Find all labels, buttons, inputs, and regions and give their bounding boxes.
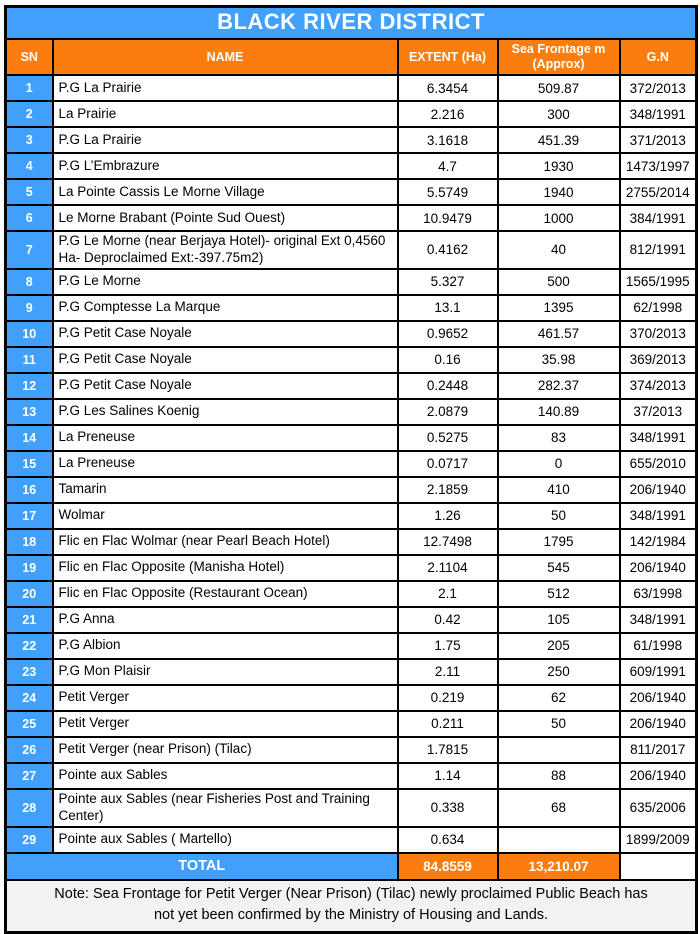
table-row xyxy=(6,827,697,853)
table-row xyxy=(6,711,697,737)
table-row xyxy=(6,75,697,101)
row-sea-frontage-value: 500 xyxy=(498,269,620,295)
table-row xyxy=(6,555,697,581)
header-row xyxy=(6,39,697,75)
row-gn-value: 2755/2014 xyxy=(620,179,697,205)
table-row xyxy=(6,789,697,827)
row-extent-value: 2.216 xyxy=(398,101,498,127)
row-beach-name: Flic en Flac Opposite (Restaurant Ocean) xyxy=(53,581,398,607)
row-gn-value: 1565/1995 xyxy=(620,269,697,295)
row-gn-value: 37/2013 xyxy=(620,399,697,425)
row-sea-frontage-value xyxy=(498,737,620,763)
row-extent-value: 0.9652 xyxy=(398,321,498,347)
row-serial-number: 25 xyxy=(6,711,53,737)
table-row xyxy=(6,581,697,607)
row-gn-value: 206/1940 xyxy=(620,555,697,581)
row-gn-value: 372/2013 xyxy=(620,75,697,101)
row-gn-value: 348/1991 xyxy=(620,101,697,127)
title-row xyxy=(6,7,697,40)
row-beach-name: Pointe aux Sables xyxy=(53,763,398,789)
row-serial-number: 11 xyxy=(6,347,53,373)
row-serial-number: 26 xyxy=(6,737,53,763)
row-extent-value: 5.327 xyxy=(398,269,498,295)
row-beach-name: Pointe aux Sables (near Fisheries Post and Training Center) xyxy=(53,789,398,827)
column-header-sea-frontage: Sea Frontage m (Approx) xyxy=(498,39,620,75)
row-beach-name: Petit Verger (near Prison) (Tilac) xyxy=(53,737,398,763)
table-row xyxy=(6,529,697,555)
row-extent-value: 0.211 xyxy=(398,711,498,737)
row-beach-name: P.G Le Morne (near Berjaya Hotel)- original Ext 0,4560 Ha- Deproclaimed Ext:-397.75m2) xyxy=(53,231,398,269)
row-beach-name: P.G Petit Case Noyale xyxy=(53,347,398,373)
column-header-gn: G.N xyxy=(620,39,697,75)
column-header-name: NAME xyxy=(53,39,398,75)
table-row xyxy=(6,231,697,269)
row-extent-value: 0.219 xyxy=(398,685,498,711)
row-gn-value: 63/1998 xyxy=(620,581,697,607)
row-serial-number: 4 xyxy=(6,153,53,179)
row-serial-number: 27 xyxy=(6,763,53,789)
row-beach-name: Flic en Flac Opposite (Manisha Hotel) xyxy=(53,555,398,581)
table-row xyxy=(6,321,697,347)
row-beach-name: P.G Mon Plaisir xyxy=(53,659,398,685)
total-gn-empty-cell xyxy=(620,853,697,880)
row-beach-name: La Prairie xyxy=(53,101,398,127)
row-gn-value: 655/2010 xyxy=(620,451,697,477)
row-serial-number: 18 xyxy=(6,529,53,555)
row-beach-name: P.G Albion xyxy=(53,633,398,659)
row-serial-number: 9 xyxy=(6,295,53,321)
row-extent-value: 5.5749 xyxy=(398,179,498,205)
row-gn-value: 206/1940 xyxy=(620,711,697,737)
footnote: Note: Sea Frontage for Petit Verger (Near Prison) (Tilac) newly proclaimed Public Beach has not yet been confirmed by the Ministry of Housing and Lands. xyxy=(6,880,697,933)
row-serial-number: 29 xyxy=(6,827,53,853)
table-row xyxy=(6,399,697,425)
row-sea-frontage-value: 50 xyxy=(498,711,620,737)
row-sea-frontage-value: 300 xyxy=(498,101,620,127)
row-serial-number: 5 xyxy=(6,179,53,205)
table-row xyxy=(6,101,697,127)
row-sea-frontage-value: 40 xyxy=(498,231,620,269)
column-header-extent: EXTENT (Ha) xyxy=(398,39,498,75)
row-extent-value: 6.3454 xyxy=(398,75,498,101)
row-beach-name: Petit Verger xyxy=(53,685,398,711)
row-sea-frontage-value xyxy=(498,827,620,853)
row-beach-name: P.G La Prairie xyxy=(53,75,398,101)
row-extent-value: 0.16 xyxy=(398,347,498,373)
row-extent-value: 0.0717 xyxy=(398,451,498,477)
row-serial-number: 17 xyxy=(6,503,53,529)
row-beach-name: P.G Les Salines Koenig xyxy=(53,399,398,425)
row-sea-frontage-value: 451.39 xyxy=(498,127,620,153)
row-beach-name: Wolmar xyxy=(53,503,398,529)
row-serial-number: 24 xyxy=(6,685,53,711)
row-serial-number: 2 xyxy=(6,101,53,127)
row-sea-frontage-value: 1930 xyxy=(498,153,620,179)
total-label: TOTAL xyxy=(6,853,398,880)
row-sea-frontage-value: 140.89 xyxy=(498,399,620,425)
row-sea-frontage-value: 545 xyxy=(498,555,620,581)
row-sea-frontage-value: 83 xyxy=(498,425,620,451)
row-gn-value: 811/2017 xyxy=(620,737,697,763)
column-header-sn: SN xyxy=(6,39,53,75)
table-row xyxy=(6,425,697,451)
row-sea-frontage-value: 282.37 xyxy=(498,373,620,399)
row-extent-value: 1.7815 xyxy=(398,737,498,763)
row-sea-frontage-value: 105 xyxy=(498,607,620,633)
row-extent-value: 1.14 xyxy=(398,763,498,789)
row-sea-frontage-value: 1395 xyxy=(498,295,620,321)
row-serial-number: 21 xyxy=(6,607,53,633)
row-sea-frontage-value: 250 xyxy=(498,659,620,685)
row-sea-frontage-value: 1795 xyxy=(498,529,620,555)
table-row xyxy=(6,153,697,179)
row-beach-name: Pointe aux Sables ( Martello) xyxy=(53,827,398,853)
row-gn-value: 206/1940 xyxy=(620,763,697,789)
row-serial-number: 8 xyxy=(6,269,53,295)
row-gn-value: 1899/2009 xyxy=(620,827,697,853)
row-sea-frontage-value: 35.98 xyxy=(498,347,620,373)
table-row xyxy=(6,737,697,763)
row-beach-name: Flic en Flac Wolmar (near Pearl Beach Hotel) xyxy=(53,529,398,555)
row-gn-value: 61/1998 xyxy=(620,633,697,659)
table-row xyxy=(6,477,697,503)
row-serial-number: 12 xyxy=(6,373,53,399)
row-sea-frontage-value: 50 xyxy=(498,503,620,529)
total-row xyxy=(6,853,697,880)
note-row xyxy=(6,880,697,933)
row-extent-value: 0.634 xyxy=(398,827,498,853)
row-sea-frontage-value: 509.87 xyxy=(498,75,620,101)
row-extent-value: 0.2448 xyxy=(398,373,498,399)
row-serial-number: 6 xyxy=(6,205,53,231)
page-title: BLACK RIVER DISTRICT xyxy=(6,7,697,40)
row-gn-value: 812/1991 xyxy=(620,231,697,269)
row-extent-value: 1.75 xyxy=(398,633,498,659)
total-extent-value: 84.8559 xyxy=(398,853,498,880)
row-sea-frontage-value: 512 xyxy=(498,581,620,607)
row-extent-value: 10.9479 xyxy=(398,205,498,231)
row-extent-value: 2.0879 xyxy=(398,399,498,425)
row-serial-number: 1 xyxy=(6,75,53,101)
row-extent-value: 0.42 xyxy=(398,607,498,633)
row-gn-value: 371/2013 xyxy=(620,127,697,153)
row-gn-value: 348/1991 xyxy=(620,503,697,529)
row-gn-value: 348/1991 xyxy=(620,425,697,451)
row-extent-value: 2.11 xyxy=(398,659,498,685)
table-row xyxy=(6,347,697,373)
total-sea-frontage-value: 13,210.07 xyxy=(498,853,620,880)
row-beach-name: P.G La Prairie xyxy=(53,127,398,153)
row-extent-value: 0.4162 xyxy=(398,231,498,269)
row-gn-value: 384/1991 xyxy=(620,205,697,231)
row-sea-frontage-value: 1000 xyxy=(498,205,620,231)
row-gn-value: 1473/1997 xyxy=(620,153,697,179)
table-row xyxy=(6,269,697,295)
row-serial-number: 16 xyxy=(6,477,53,503)
row-beach-name: P.G Petit Case Noyale xyxy=(53,321,398,347)
row-gn-value: 348/1991 xyxy=(620,607,697,633)
row-extent-value: 2.1859 xyxy=(398,477,498,503)
row-sea-frontage-value: 461.57 xyxy=(498,321,620,347)
table-row xyxy=(6,503,697,529)
row-beach-name: Le Morne Brabant (Pointe Sud Ouest) xyxy=(53,205,398,231)
row-sea-frontage-value: 62 xyxy=(498,685,620,711)
row-extent-value: 13.1 xyxy=(398,295,498,321)
row-extent-value: 0.5275 xyxy=(398,425,498,451)
row-beach-name: La Pointe Cassis Le Morne Village xyxy=(53,179,398,205)
row-extent-value: 0.338 xyxy=(398,789,498,827)
row-beach-name: Tamarin xyxy=(53,477,398,503)
table-row xyxy=(6,205,697,231)
row-gn-value: 370/2013 xyxy=(620,321,697,347)
row-sea-frontage-value: 0 xyxy=(498,451,620,477)
black-river-district-table xyxy=(4,5,698,934)
row-extent-value: 3.1618 xyxy=(398,127,498,153)
table-row xyxy=(6,633,697,659)
row-beach-name: Petit Verger xyxy=(53,711,398,737)
row-serial-number: 7 xyxy=(6,231,53,269)
row-serial-number: 28 xyxy=(6,789,53,827)
row-serial-number: 22 xyxy=(6,633,53,659)
row-gn-value: 369/2013 xyxy=(620,347,697,373)
row-gn-value: 206/1940 xyxy=(620,477,697,503)
row-gn-value: 62/1998 xyxy=(620,295,697,321)
row-serial-number: 19 xyxy=(6,555,53,581)
row-gn-value: 142/1984 xyxy=(620,529,697,555)
row-serial-number: 13 xyxy=(6,399,53,425)
row-gn-value: 374/2013 xyxy=(620,373,697,399)
row-serial-number: 14 xyxy=(6,425,53,451)
table-row xyxy=(6,295,697,321)
row-sea-frontage-value: 205 xyxy=(498,633,620,659)
row-beach-name: P.G Petit Case Noyale xyxy=(53,373,398,399)
row-beach-name: La Preneuse xyxy=(53,451,398,477)
table-row xyxy=(6,373,697,399)
row-extent-value: 4.7 xyxy=(398,153,498,179)
row-gn-value: 609/1991 xyxy=(620,659,697,685)
row-serial-number: 3 xyxy=(6,127,53,153)
row-extent-value: 12.7498 xyxy=(398,529,498,555)
table-row xyxy=(6,763,697,789)
table-row xyxy=(6,179,697,205)
row-beach-name: La Preneuse xyxy=(53,425,398,451)
table-row xyxy=(6,127,697,153)
row-sea-frontage-value: 410 xyxy=(498,477,620,503)
row-gn-value: 635/2006 xyxy=(620,789,697,827)
row-serial-number: 10 xyxy=(6,321,53,347)
row-beach-name: P.G Comptesse La Marque xyxy=(53,295,398,321)
row-beach-name: P.G L’Embrazure xyxy=(53,153,398,179)
row-serial-number: 15 xyxy=(6,451,53,477)
row-sea-frontage-value: 88 xyxy=(498,763,620,789)
row-beach-name: P.G Anna xyxy=(53,607,398,633)
row-extent-value: 1.26 xyxy=(398,503,498,529)
row-extent-value: 2.1104 xyxy=(398,555,498,581)
table-row xyxy=(6,451,697,477)
row-serial-number: 23 xyxy=(6,659,53,685)
row-sea-frontage-value: 68 xyxy=(498,789,620,827)
table-row xyxy=(6,685,697,711)
row-sea-frontage-value: 1940 xyxy=(498,179,620,205)
row-gn-value: 206/1940 xyxy=(620,685,697,711)
table-row xyxy=(6,659,697,685)
row-serial-number: 20 xyxy=(6,581,53,607)
table-row xyxy=(6,607,697,633)
row-beach-name: P.G Le Morne xyxy=(53,269,398,295)
row-extent-value: 2.1 xyxy=(398,581,498,607)
